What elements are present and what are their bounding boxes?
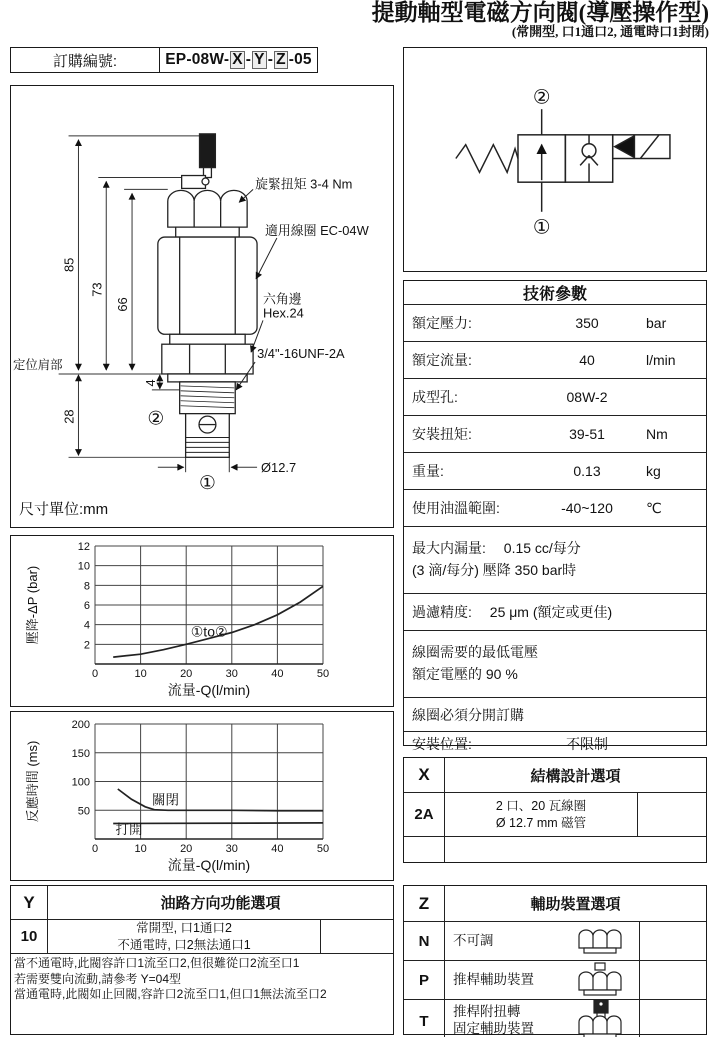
- y-tick-label: 2: [83, 639, 90, 652]
- hydraulic-symbol-box: [403, 47, 707, 272]
- dim-4: 4: [142, 379, 158, 387]
- check-valve-symbol: [582, 144, 596, 158]
- order-number-label: 訂購編號:: [11, 48, 160, 72]
- z-option-table: [403, 885, 707, 1035]
- hex-section: [162, 344, 253, 374]
- table-row: 線圈需要的最低電壓 額定電壓的 90 %: [404, 631, 706, 698]
- table-row: 10 常開型, 口1通口2 不通電時, 口2無法通口1: [11, 920, 393, 954]
- hex-label-cn: 六角邊: [263, 291, 302, 307]
- order-code-z: Z: [276, 50, 286, 68]
- table-row: 線圈必須分開訂購: [404, 698, 706, 732]
- spring-symbol: [456, 145, 518, 173]
- y-tick-label: 8: [83, 580, 90, 593]
- table-row: P 推桿輔助裝置: [404, 961, 706, 1000]
- symbol-port-2: ②: [532, 86, 551, 109]
- x-tick-label: 50: [316, 668, 330, 680]
- twist-knob-nut-icon: [567, 1000, 639, 1037]
- response-time-chart: [11, 712, 392, 879]
- table-row: 使用油溫範圍: -40~120 ℃: [404, 490, 706, 527]
- manual-override-stem: [200, 134, 216, 168]
- y-tick-label: 10: [77, 560, 90, 573]
- title-block: [372, 1, 709, 39]
- y-axis-label: 壓降-ΔP (bar): [25, 565, 40, 645]
- hydraulic-symbol: [404, 48, 705, 270]
- pressure-drop-chart-box: [10, 535, 394, 707]
- y-tick-label: 150: [71, 747, 90, 760]
- table-row: 過濾精度: 25 μm (額定或更佳): [404, 594, 706, 631]
- dim-73: 73: [89, 282, 105, 297]
- y-option-table: [10, 885, 394, 1035]
- series-line: [118, 789, 323, 811]
- y-table-notes: 當不通電時,此閥容許口1流至口2,但很難從口2流至口1 若需要雙向流動,請參考 Y=04型 當通電時,此閥如止回閥,容許口2流至口1,但口1無法流至口2: [14, 956, 327, 1002]
- shoulder-label: 定位肩部: [12, 358, 63, 373]
- table-row: 額定流量: 40 l/min: [404, 342, 706, 379]
- x-tick-label: 10: [134, 668, 147, 680]
- hex-label-en: Hex.24: [263, 305, 304, 321]
- tech-table-title: 技術參數: [404, 281, 706, 305]
- order-code-suffix: -05: [288, 51, 312, 68]
- order-code: [160, 48, 317, 72]
- x-axis-label: 流量-Q(l/min): [167, 682, 251, 698]
- curve-annotation: ①to②: [190, 623, 228, 640]
- order-code-x: X: [232, 50, 243, 68]
- y-axis-label: 反應時間 (ms): [25, 740, 40, 823]
- x-table-header: X 結構設計選項: [404, 758, 706, 793]
- page-subtitle: (常開型, 口1通口2, 通電時口1封閉): [511, 24, 709, 40]
- nut-icon: [567, 926, 639, 956]
- y-tick-label: 100: [71, 776, 90, 789]
- y-tick-label: 12: [77, 541, 90, 553]
- x-axis-label: 流量-Q(l/min): [167, 857, 251, 873]
- series-label: 打開: [115, 821, 143, 837]
- table-row: N 不可調: [404, 922, 706, 961]
- torque-label: 旋緊扭矩 3-4 Nm: [255, 176, 353, 192]
- x-tick-label: 20: [180, 843, 193, 855]
- series-line: [113, 586, 323, 657]
- coil-label: 適用線圈 EC-04W: [265, 223, 369, 239]
- response-time-chart-box: [10, 711, 394, 881]
- x-tick-label: 30: [225, 668, 238, 680]
- dim-28: 28: [61, 409, 77, 424]
- table-row: 重量: 0.13 kg: [404, 453, 706, 490]
- diameter-dim: Ø12.7: [261, 460, 297, 476]
- push-pin-nut-icon: [567, 962, 639, 998]
- order-code-prefix: EP-08W-: [165, 51, 230, 68]
- order-code-dash1: -: [245, 51, 252, 68]
- valve-drawing-svg: [11, 86, 392, 526]
- thread-label: 3/4"-16UNF-2A: [257, 346, 345, 362]
- table-row: 安裝位置: 不限制: [412, 736, 608, 752]
- x-tick-label: 20: [180, 668, 193, 680]
- table-row: 安裝扭矩: 39-51 Nm: [404, 416, 706, 453]
- y-table-header: Y 油路方向功能選項: [11, 886, 393, 920]
- x-tick-label: 40: [271, 668, 284, 680]
- y-tick-label: 200: [71, 719, 90, 731]
- series-label: 關閉: [152, 792, 179, 808]
- valve-body-drawing: [158, 134, 257, 457]
- x-option-table: [403, 757, 707, 863]
- empty-row: [404, 837, 706, 862]
- x-tick-label: 0: [91, 843, 99, 855]
- table-row: 最大内漏量: 0.15 cc/每分 (3 滴/每分) 壓降 350 bar時: [404, 527, 706, 594]
- symbol-port-1: ①: [532, 216, 551, 239]
- x-tick-label: 40: [271, 843, 284, 855]
- coil-tube-body: [158, 237, 257, 334]
- y-tick-label: 50: [77, 805, 90, 818]
- dim-85: 85: [61, 257, 77, 272]
- port-1-marker: ①: [199, 472, 216, 494]
- x-tick-label: 30: [225, 843, 238, 855]
- table-row: T 推桿附扭轉 固定輔助裝置: [404, 1000, 706, 1037]
- x-tick-label: 50: [316, 843, 330, 855]
- x-tick-label: 10: [134, 843, 147, 855]
- y-tick-label: 6: [83, 600, 90, 612]
- x-tick-label: 0: [91, 668, 99, 680]
- z-table-header: Z 輔助裝置選項: [404, 886, 706, 922]
- technical-parameters-table: [403, 280, 707, 752]
- dim-66: 66: [115, 297, 131, 312]
- pressure-drop-chart: [11, 536, 392, 705]
- coil-nut: [168, 190, 247, 227]
- port-2-marker: ②: [147, 407, 165, 429]
- table-row: 2A 2 口、20 瓦線圈 Ø 12.7 mm 磁管: [404, 793, 706, 837]
- dimension-unit-note: 尺寸單位:mm: [19, 501, 109, 518]
- table-row: 額定壓力: 350 bar: [404, 305, 706, 342]
- page-title: 提動軸型電磁方向閥(導壓操作型): [371, 0, 709, 25]
- order-number-box: [10, 47, 318, 73]
- order-code-y: Y: [254, 50, 265, 68]
- order-code-dash2: -: [267, 51, 274, 68]
- table-row: 成型孔: 08W-2: [404, 379, 706, 416]
- series-line: [113, 823, 323, 824]
- y-tick-label: 4: [83, 619, 90, 632]
- valve-dimension-drawing: [10, 85, 394, 528]
